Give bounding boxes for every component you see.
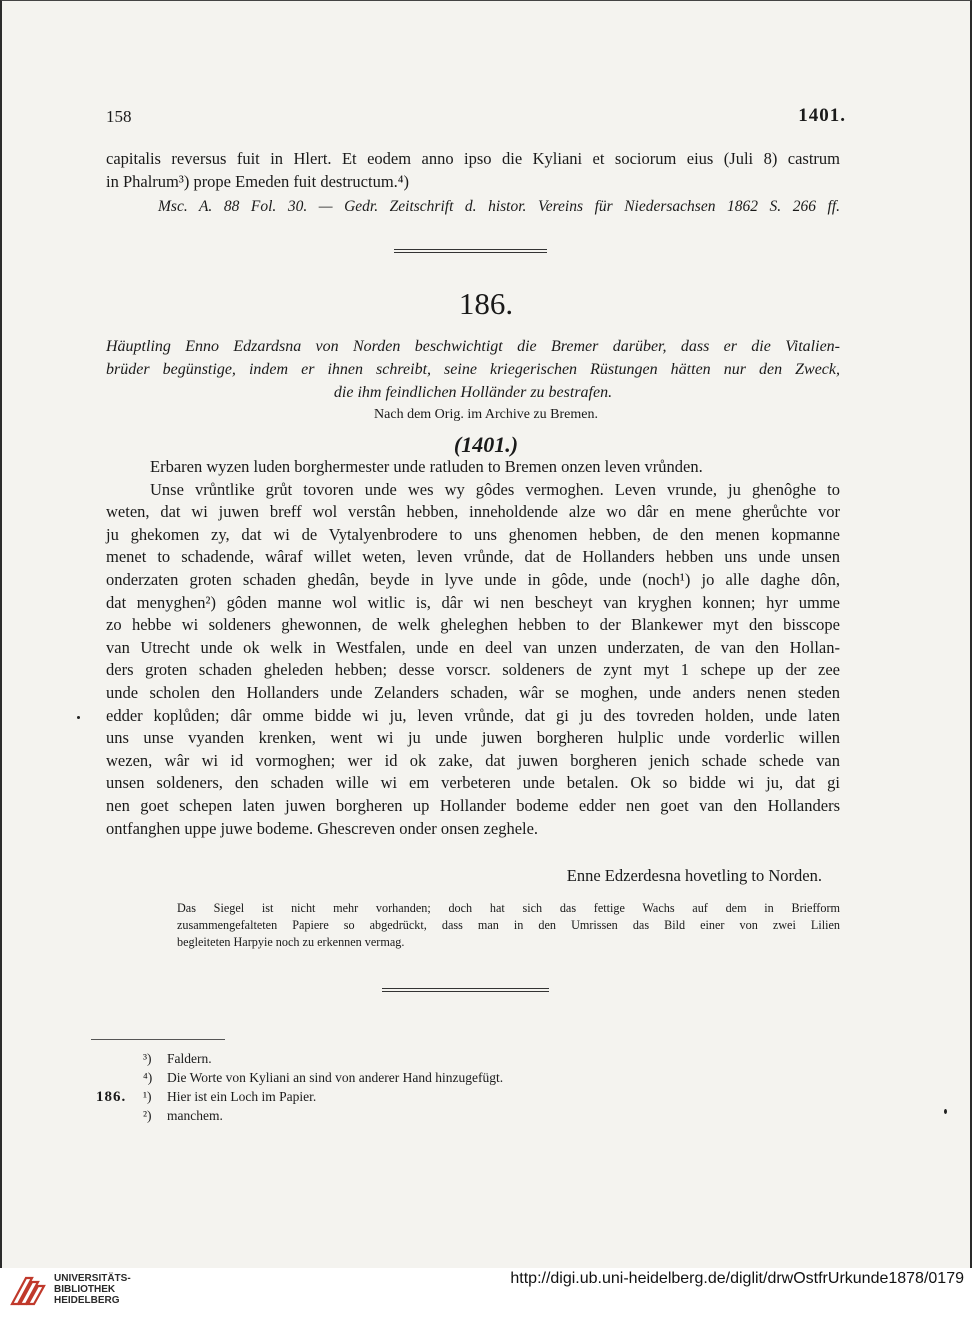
library-name-line: UNIVERSITÄTS- <box>54 1273 131 1284</box>
permalink-url[interactable]: http://digi.ub.uni-heidelberg.de/diglit/drwOstfrUrkunde1878/0179 <box>510 1270 964 1287</box>
footnote <box>143 1051 212 1067</box>
scan-speck <box>944 1109 947 1114</box>
footnote-text: manchem. <box>167 1108 223 1123</box>
footnote-mark: ⁴) <box>143 1070 153 1085</box>
library-name <box>54 1273 131 1306</box>
library-name-line: HEIDELBERG <box>54 1295 120 1306</box>
document-text-line: dat menyghen²) gôden manne wol witlic is, dâr wi nen bescheyt van kryghen konnen; hyr umme <box>106 592 840 612</box>
library-logo-icon[interactable] <box>8 1268 48 1312</box>
document-text-line: weten, dat wi juwen breff wol verstân hebben, inneholdende alze wo dâr en mene gherůchte vor <box>106 502 840 522</box>
document-text-line: Erbaren wyzen luden borghermester unde ratluden to Bremen onzen leven vrůnden. <box>150 457 703 476</box>
regest-line: die ihm feindlichen Holländer zu bestrafen. <box>333 384 613 401</box>
document-text-line: ders groten schaden gheleden hebben; desse vorscr. soldeners de zynt myt 1 schepe up der zee <box>106 660 840 680</box>
footnote-mark: ²) <box>143 1108 152 1123</box>
regest-line: Häuptling Enno Edzardsna von Norden beschwichtigt die Bremer darüber, dass er die Vitalien- <box>106 338 840 355</box>
footnote <box>143 1070 503 1086</box>
footnote-mark: ¹) <box>143 1089 152 1104</box>
page-number: 158 <box>106 107 132 126</box>
document-text-line: uns unse vyanden krenken, went wi ju unde juwen borgheren hulplic unde vorderlic willen <box>106 728 840 748</box>
document-text-line: ju ghekomen zy, dat wi de Vytalyenbrodere to uns ghenomen hebben, de den menen kopmanne <box>106 524 840 544</box>
seal-note-line: zusammengefalteten Papiere so abgedrückt, dass man in den Umrissen das Bild einer von zwei Lilien <box>177 918 840 932</box>
footnote-group-label: 186. <box>96 1089 127 1105</box>
original-source-note: Nach dem Orig. im Archive zu Bremen. <box>374 407 598 422</box>
footnote-text: Hier ist ein Loch im Papier. <box>167 1089 317 1104</box>
regest-line: brüder begünstige, indem er ihnen schreibt, seine kriegerischen Rüstungen hätten nur den Zweck, <box>106 361 840 378</box>
footnote-text: Faldern. <box>167 1051 212 1066</box>
document-text-line: zo hebbe wi soldeners ghewonnen, de welk gheleghen hebben to der Blankewer myt den bisscope <box>106 615 840 635</box>
scan-speck <box>77 716 80 719</box>
seal-note-line: Das Siegel ist nicht mehr vorhanden; doch hat sich das fettige Wachs auf dem in Briefform <box>177 901 840 915</box>
document-date: (1401.) <box>453 432 519 457</box>
document-text-line: nen goet schepen laten juwen borgheren up Hollander bodeme edder nen goet van den Hollanders <box>106 796 840 815</box>
seal-note-line: begleiteten Harpyie noch zu erkennen vermag. <box>177 935 405 949</box>
prev-source-reference: Msc. A. 88 Fol. 30. — Gedr. Zeitschrift d. histor. Vereins für Niedersachsen 1862 S. 266 ff. <box>158 198 840 215</box>
footnote <box>143 1108 223 1124</box>
footnote-mark: ³) <box>143 1051 152 1066</box>
section-divider <box>394 249 547 253</box>
footnote <box>143 1089 316 1105</box>
running-head-year: 1401. <box>798 105 846 126</box>
document-text-line: unsen soldeners, den schaden wille wi em verbeteren unde betalen. Ok so bidde wi ju, dat gi <box>106 773 840 793</box>
library-name-line: BIBLIOTHEK <box>54 1284 116 1295</box>
footnote-rule <box>91 1039 225 1040</box>
document-text-line: unde scholen den Hollanders unde Zelanders schaden, wâr se moghen, unde anders nenen steden <box>106 683 840 702</box>
document-number: 186. <box>458 286 514 321</box>
footnote-text: Die Worte von Kyliani an sind von anderer Hand hinzugefügt. <box>167 1070 504 1085</box>
document-text-line: onderzaten groten schaden ghedân, beyde in lyve unde in gôde, unde (noch¹) jo alle daghe dôn, <box>106 570 840 589</box>
document-text-line: edder koplůden; dâr omme bidde wi ju, leven vrůnde, dat gi ju des tovreden holden, unde laten <box>106 705 840 725</box>
document-text-line: wezen, wâr wi id vormoghen; wer id ok zake, dat juwen borgheren jenich schade schede van <box>106 750 840 770</box>
document-text-line: menet to schadende, wâraf willet weten, leven vrůnde, dat de Hollanders hebben uns unde unsen <box>106 547 840 567</box>
document-text-line: Unse vrůntlike grůt tovoren unde wes wy gôdes vermoghen. Leven vrunde, ju ghenôghe to <box>150 479 840 499</box>
document-text-line: ontfanghen uppe juwe bodeme. Ghescreven onder onsen zeghele. <box>106 818 539 838</box>
section-divider <box>382 988 549 992</box>
prev-text-line: capitalis reversus fuit in Hlert. Et eodem anno ipso die Kyliani et sociorum eius (Juli 8) castrum <box>106 149 840 168</box>
document-text-line: van Utrecht unde ok welk in Westfalen, unde en deel van unzen underzaten, de van den Hollan- <box>106 637 840 657</box>
prev-text-line: in Phalrum³) prope Emeden fuit destructum.⁴) <box>106 172 410 191</box>
signature-line: Enne Edzerdesna hovetling to Norden. <box>566 866 822 885</box>
